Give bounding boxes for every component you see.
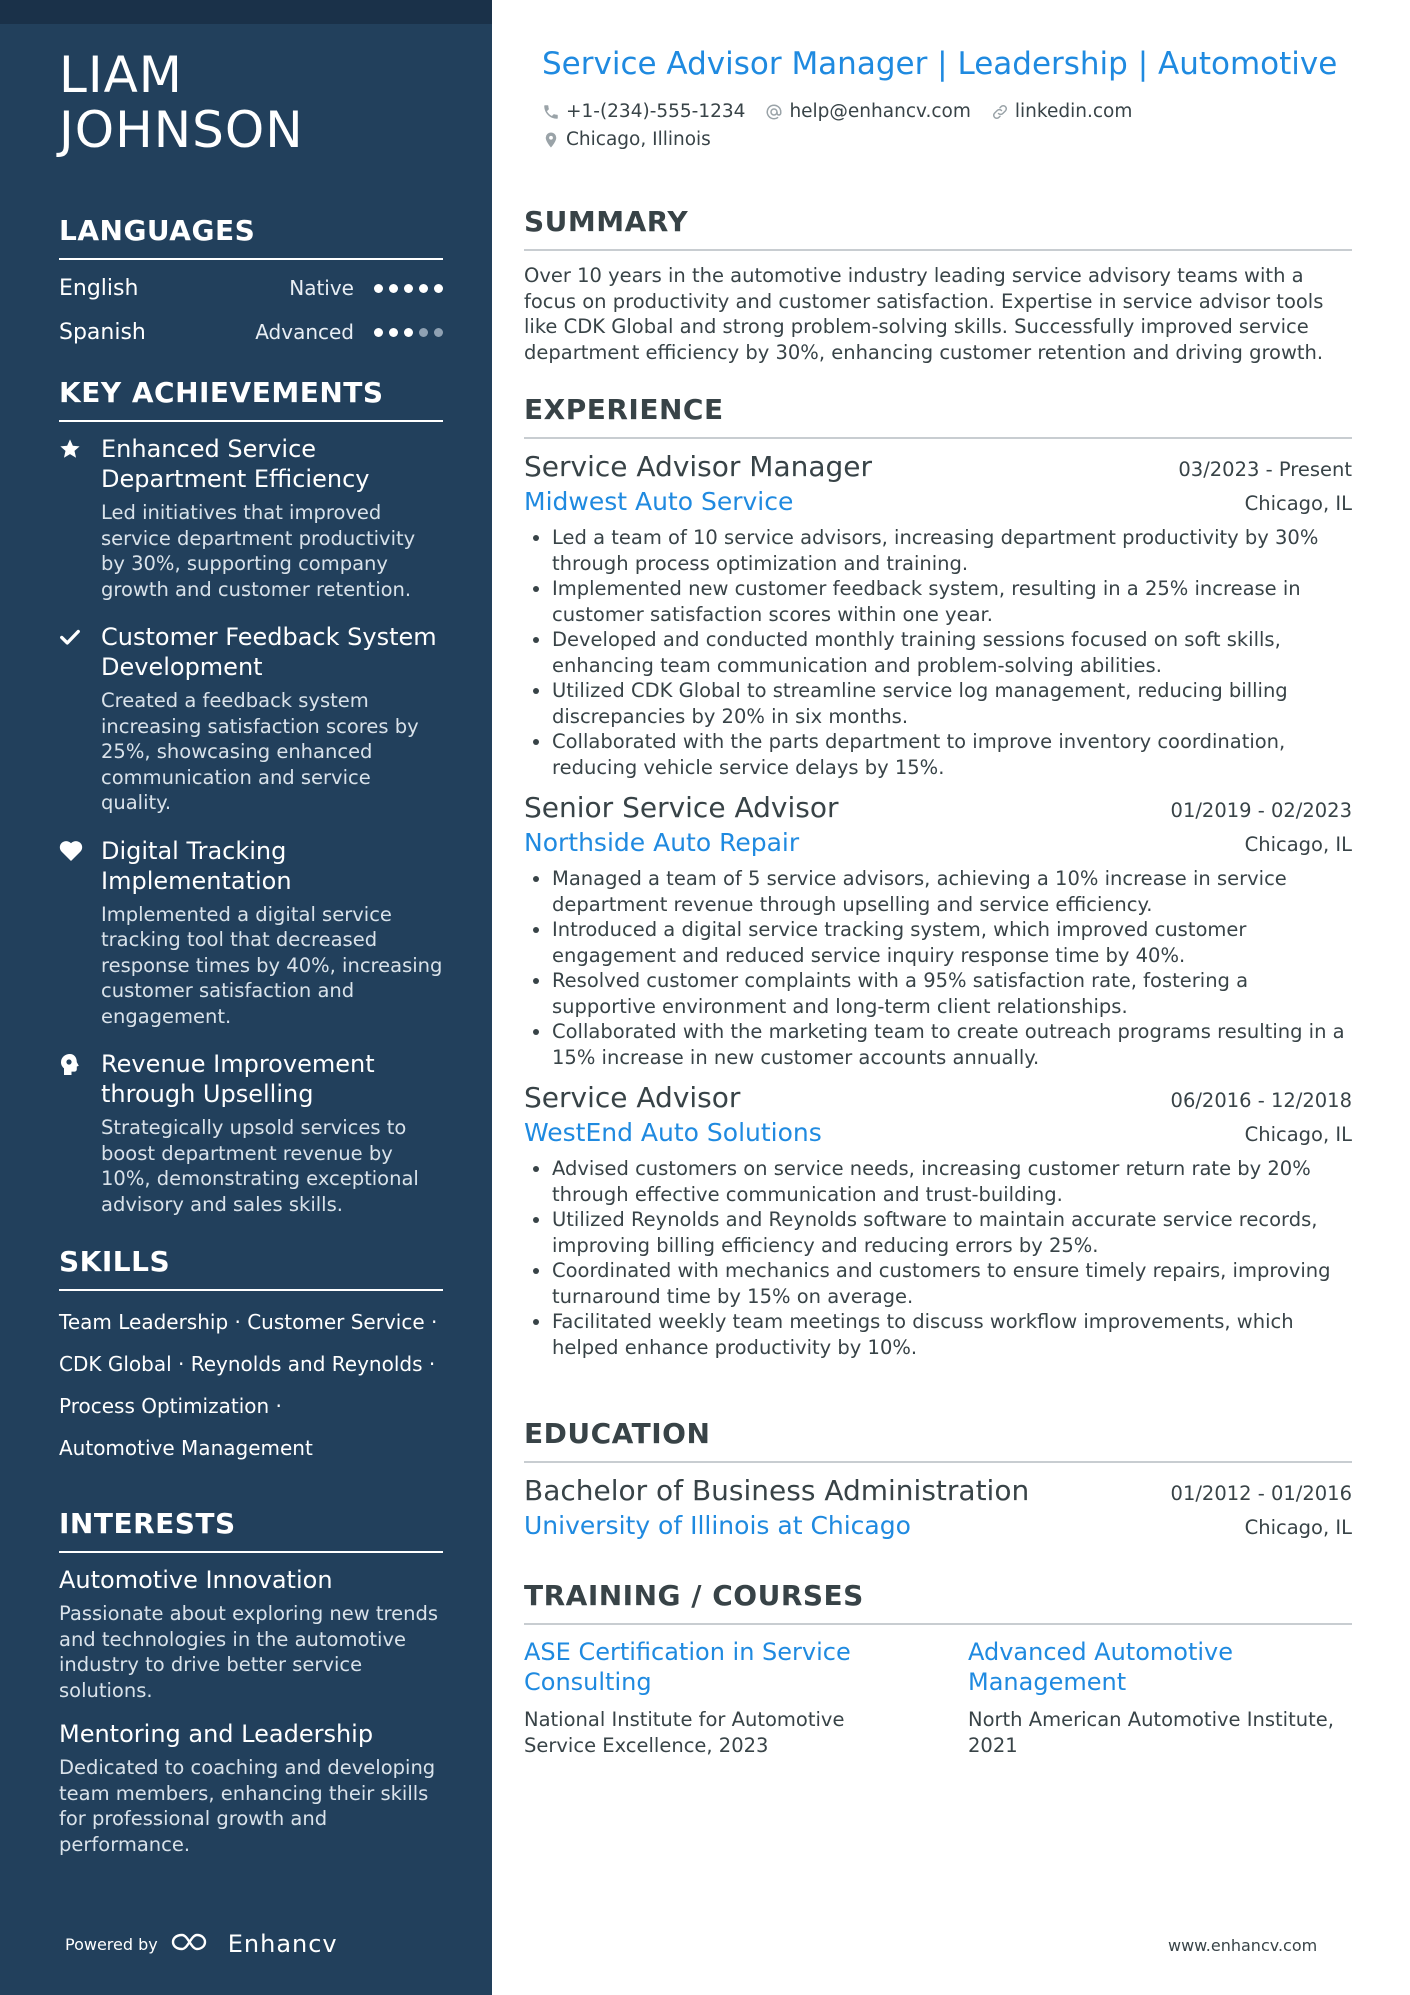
skill-line: CDK Global · Reynolds and Reynolds · <box>59 1352 436 1376</box>
proficiency-dot <box>404 328 413 337</box>
languages-section <box>59 214 443 354</box>
language-level: Advanced <box>255 320 354 344</box>
brain-icon <box>59 1049 101 1217</box>
language-name: English <box>59 275 139 301</box>
footer-url[interactable]: www.enhancv.com <box>1168 1936 1318 1955</box>
summary-section <box>524 205 1352 365</box>
course-institution: National Institute for Automotive Service Excellence, 2023 <box>524 1708 845 1757</box>
job-title: Senior Service Advisor <box>524 791 839 824</box>
proficiency-dot <box>374 284 383 293</box>
proficiency-dot <box>404 284 413 293</box>
star-icon <box>59 434 101 602</box>
proficiency-dot <box>389 284 398 293</box>
summary-text: Over 10 years in the automotive industry leading service advisory teams with a focus on productivity and customer satisfaction. Expertise in service advisor tools like CDK Global and strong problem-solving skills. Successfully improved service department efficiency by 30%, enhancing customer retention and driving growth. <box>524 264 1324 364</box>
achievement-title: Revenue Improvement through Upselling <box>101 1050 375 1108</box>
proficiency-dot <box>434 284 443 293</box>
job-bullet: • Developed and conducted monthly training sessions focused on soft skills, enhancing team communication and problem-solving abilities. <box>552 627 1352 678</box>
proficiency-dot <box>419 284 428 293</box>
link-icon <box>991 103 1009 121</box>
job-dates: 01/2019 - 02/2023 <box>1170 799 1352 822</box>
job-bullet: • Advised customers on service needs, increasing customer return rate by 20% through effective communication and trust-building. <box>552 1156 1352 1207</box>
education-dates: 01/2012 - 01/2016 <box>1170 1482 1352 1505</box>
company-name[interactable]: WestEnd Auto Solutions <box>524 1118 822 1147</box>
proficiency-dot <box>389 328 398 337</box>
achievement-title: Digital Tracking Implementation <box>101 836 292 895</box>
proficiency-dots <box>374 328 443 337</box>
summary-heading: SUMMARY <box>524 205 1352 251</box>
job-bullets <box>524 866 1352 1070</box>
achievement-item <box>59 836 443 1030</box>
degree: Bachelor of Business Administration <box>524 1474 1030 1507</box>
last-name: JOHNSON <box>59 101 304 159</box>
job-bullet: • Managed a team of 5 service advisors, achieving a 10% increase in service department revenue through upselling and service efficiency. <box>552 866 1352 917</box>
course-institution: North American Automotive Institute, 2021 <box>968 1708 1334 1757</box>
language-item <box>59 310 443 354</box>
achievement-title: Customer Feedback System Development <box>101 623 437 681</box>
location <box>542 126 711 154</box>
achievement-description: Implemented a digital service tracking tool that decreased response times by 40%, increasing customer satisfaction and engagement. <box>101 902 443 1028</box>
email[interactable] <box>765 98 970 126</box>
achievement-description: Led initiatives that improved service department productivity by 30%, supporting company growth and customer retention. <box>101 501 416 601</box>
job-title: Service Advisor Manager <box>524 450 873 483</box>
job-location: Chicago, IL <box>1244 1123 1352 1146</box>
experience-heading: EXPERIENCE <box>524 393 1352 439</box>
check-icon <box>59 622 101 816</box>
job-bullet: • Collaborated with the marketing team to create outreach programs resulting in a 15% increase in new customer accounts annually. <box>552 1019 1352 1070</box>
achievements-section <box>59 376 443 1217</box>
education-entry <box>524 1473 1352 1543</box>
skills-heading: SKILLS <box>59 1245 443 1291</box>
achievement-description: Strategically upsold services to boost department revenue by 10%, demonstrating exceptional advisory and sales skills. <box>101 1116 419 1216</box>
course-title[interactable]: ASE Certification in Service Consulting <box>524 1638 851 1696</box>
language-item <box>59 266 443 310</box>
phone-icon <box>542 103 560 121</box>
job-entry <box>524 449 1352 780</box>
language-name: Spanish <box>59 319 146 345</box>
achievement-item <box>59 1049 443 1217</box>
interests-heading: INTERESTS <box>59 1507 443 1553</box>
job-location: Chicago, IL <box>1244 833 1352 856</box>
job-entry <box>524 1080 1352 1360</box>
linkedin-url: linkedin.com <box>1014 101 1133 122</box>
skill-line: Team Leadership · Customer Service · <box>59 1310 438 1334</box>
interest-description: Passionate about exploring new trends and technologies in the automotive industry to drive better service solutions. <box>59 1602 439 1702</box>
heart-icon <box>59 836 101 1030</box>
sidebar <box>0 0 492 1995</box>
linkedin[interactable] <box>991 98 1132 126</box>
phone[interactable] <box>542 98 745 126</box>
interests-section <box>59 1507 443 1857</box>
job-bullet: • Resolved customer complaints with a 95% satisfaction rate, fostering a supportive environment and long-term client relationships. <box>552 968 1352 1019</box>
headline: Service Advisor Manager | Leadership | Automotive <box>542 46 1338 82</box>
contact-info <box>542 98 1132 154</box>
course-item <box>524 1637 908 1758</box>
brand-name: Enhancv <box>227 1930 338 1958</box>
powered-by-label: Powered by <box>65 1934 158 1954</box>
powered-by <box>65 1930 338 1958</box>
job-bullets <box>524 1156 1352 1360</box>
company-name[interactable]: Midwest Auto Service <box>524 487 794 516</box>
job-bullet: • Introduced a digital service tracking system, which improved customer engagement and reduced service inquiry response time by 40%. <box>552 917 1352 968</box>
education-section <box>524 1417 1352 1543</box>
job-location: Chicago, IL <box>1244 492 1352 515</box>
company-name[interactable]: Northside Auto Repair <box>524 828 800 857</box>
training-section <box>524 1579 1352 1758</box>
proficiency-dot <box>419 328 428 337</box>
course-item <box>968 1637 1352 1758</box>
job-title: Service Advisor <box>524 1081 741 1114</box>
experience-section <box>524 393 1352 1360</box>
job-bullet: • Implemented new customer feedback system, resulting in a 25% increase in customer satisfaction scores within one year. <box>552 576 1352 627</box>
job-bullet: • Facilitated weekly team meetings to discuss workflow improvements, which helped enhance productivity by 10%. <box>552 1309 1352 1360</box>
achievement-item <box>59 622 443 816</box>
job-bullets <box>524 525 1352 780</box>
job-dates: 03/2023 - Present <box>1178 458 1352 481</box>
achievement-title: Enhanced Service Department Efficiency <box>101 435 370 493</box>
education-location: Chicago, IL <box>1244 1516 1352 1539</box>
job-bullet: • Led a team of 10 service advisors, increasing department productivity by 30% through process optimization and training. <box>552 525 1352 576</box>
interest-title: Automotive Innovation <box>59 1566 333 1594</box>
sidebar-top-strip <box>0 0 492 24</box>
languages-heading: LANGUAGES <box>59 214 443 260</box>
skills-section <box>59 1245 443 1469</box>
language-level: Native <box>289 276 354 300</box>
job-bullet: • Utilized CDK Global to streamline service log management, reducing billing discrepancies by 20% in six months. <box>552 678 1352 729</box>
enhancv-logo-icon <box>170 1930 216 1958</box>
proficiency-dot <box>374 328 383 337</box>
course-title[interactable]: Advanced Automotive Management <box>968 1638 1234 1696</box>
proficiency-dot <box>434 328 443 337</box>
school-name[interactable]: University of Illinois at Chicago <box>524 1511 911 1540</box>
achievement-description: Created a feedback system increasing satisfaction scores by 25%, showcasing enhanced communication and service quality. <box>101 689 419 814</box>
job-dates: 06/2016 - 12/2018 <box>1170 1089 1352 1112</box>
interest-title: Mentoring and Leadership <box>59 1720 374 1748</box>
skill-line: Automotive Management <box>59 1436 313 1460</box>
location-text: Chicago, Illinois <box>566 129 711 150</box>
email-address: help@enhancv.com <box>789 101 971 122</box>
skill-line: Process Optimization · <box>59 1394 282 1418</box>
job-entry <box>524 790 1352 1070</box>
proficiency-dots <box>374 284 443 293</box>
candidate-name <box>59 48 443 158</box>
location-pin-icon <box>542 130 560 150</box>
job-bullet: • Collaborated with the parts department to improve inventory coordination, reducing vehicle service delays by 15%. <box>552 729 1352 780</box>
achievement-item <box>59 434 443 602</box>
training-heading: TRAINING / COURSES <box>524 1579 1352 1625</box>
job-bullet: • Utilized Reynolds and Reynolds software to maintain accurate service records, improving billing efficiency and reducing errors by 25%. <box>552 1207 1352 1258</box>
at-icon <box>765 103 783 121</box>
phone-number: +1-(234)-555-1234 <box>566 101 746 122</box>
education-heading: EDUCATION <box>524 1417 1352 1463</box>
achievements-heading: KEY ACHIEVEMENTS <box>59 376 443 422</box>
first-name: LIAM <box>59 46 183 104</box>
job-bullet: • Coordinated with mechanics and customers to ensure timely repairs, improving turnaround time by 15% on average. <box>552 1258 1352 1309</box>
interest-description: Dedicated to coaching and developing team members, enhancing their skills for professional growth and performance. <box>59 1756 436 1856</box>
